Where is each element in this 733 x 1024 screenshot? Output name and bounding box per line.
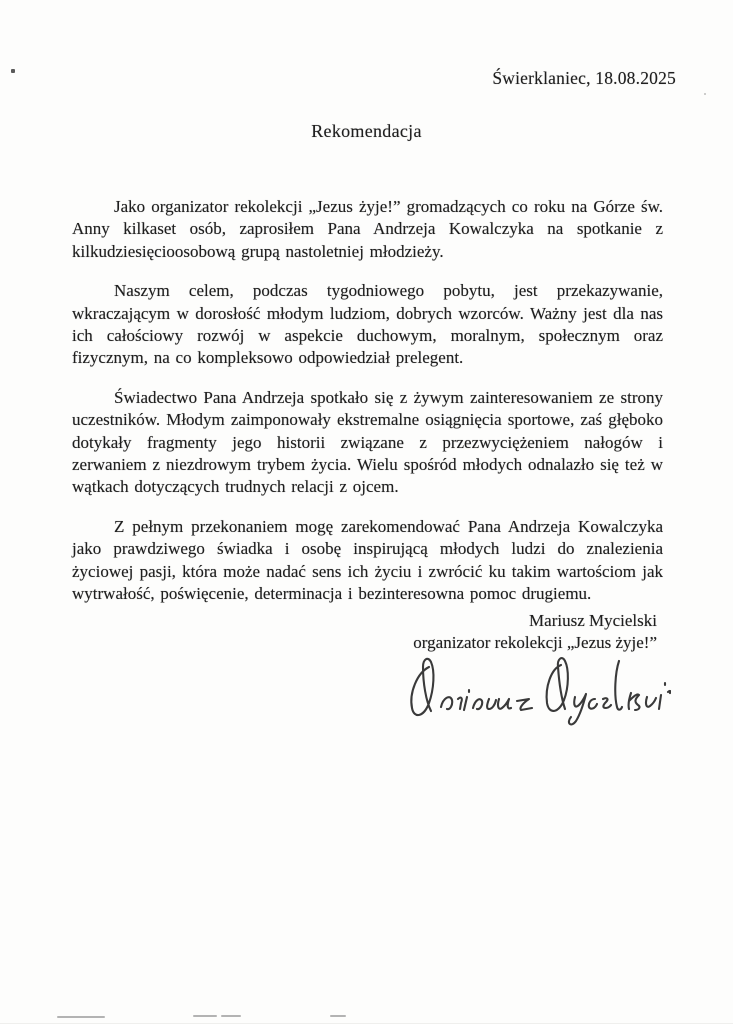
- signer-role: organizator rekolekcji „Jezus żyje!”: [413, 632, 657, 652]
- scan-artifact-mark: [57, 1016, 105, 1018]
- signature-block: [413, 610, 657, 653]
- handwritten-signature-ink: [403, 651, 671, 733]
- scan-artifact-mark: [221, 1015, 241, 1017]
- paragraph-goal: Naszym celem, podczas tygodniowego pobytu, jest przekazywanie, wkraczającym w dorosłość młodym ludziom, dobrych wzorców. Ważny jest dla nas ich całościowy rozwój w aspekcie duchowym, moralnym, społecznym oraz fizycznym, na co kompleksowo odpowiedział prelegent.: [72, 281, 663, 368]
- scan-artifact-mark: [193, 1015, 217, 1017]
- paragraph-intro: Jako organizator rekolekcji „Jezus żyje!” gromadzących co roku na Górze św. Anny kilkaset osób, zaprosiłem Pana Andrzeja Kowalczyka na spotkanie z kilkudziesięcioosobową grupą nastoletniej młodzieży.: [72, 197, 663, 261]
- page-title: Rekomendacja: [311, 121, 422, 141]
- signer-name: Mariusz Mycielski: [529, 611, 657, 630]
- paragraph-testimony: Świadectwo Pana Andrzeja spotkało się z żywym zainteresowaniem ze strony uczestników. Młodym zaimponowały ekstremalne osiągnięcia sportowe, zaś głęboko dotykały fragmenty jego historii związane z przezwyciężeniem nałogów i zerwaniem z niezdrowym trybem życia. Wielu spośród młodych odnalazło się też w wątkach dotyczących trudnych relacji z ojcem.: [72, 387, 663, 497]
- letter-body: [72, 196, 663, 623]
- scan-speck: [704, 93, 706, 95]
- paragraph-recommendation: Z pełnym przekonaniem mogę zarekomendować Pana Andrzeja Kowalczyka jako prawdziwego świadka i osobę inspirującą młodych ludzi do znalezienia życiowej pasji, która może nadać sens ich życiu i zwrócić ku takim wartościom jak wytrwałość, poświęcenie, determinacja i bezinteresowna pomoc drugiemu.: [72, 516, 663, 604]
- dateline: Świerklaniec, 18.08.2025: [492, 68, 676, 88]
- scan-artifact-mark: [330, 1015, 346, 1017]
